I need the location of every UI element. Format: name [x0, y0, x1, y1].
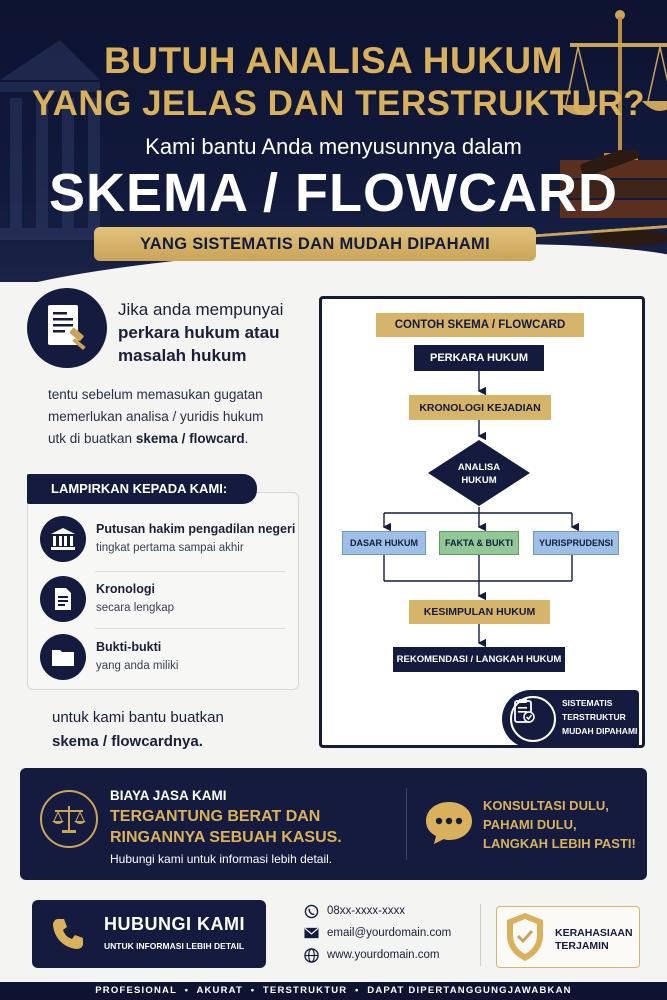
flow-node-dasar-hukum: DASAR HUKUM: [342, 531, 426, 555]
intro-title-line-3: masalah hukum: [118, 346, 247, 365]
price-banner: [20, 768, 647, 880]
flow-node-kronologi: KRONOLOGI KEJADIAN: [409, 395, 551, 420]
price-label: BIAYA JASA KAMI: [110, 788, 227, 803]
flow-node-kesimpulan: KESIMPULAN HUKUM: [409, 600, 550, 624]
globe-icon: [303, 947, 319, 963]
header-band: YANG SISTEMATIS DAN MUDAH DIPAHAMI: [94, 227, 536, 261]
outro-line-2: skema / flowcardnya.: [52, 733, 203, 750]
flow-node-perkara: PERKARA HUKUM: [414, 345, 544, 371]
headline-line-2: YANG JELAS DAN TERSTRUKTUR?: [31, 84, 646, 123]
attach-item: [40, 516, 296, 568]
flow-node-analisa-line-1: ANALISA: [457, 462, 501, 473]
attach-item-title: Bukti-bukti: [96, 640, 162, 654]
confidentiality-badge: [496, 906, 640, 968]
shield-check-icon: [503, 911, 547, 963]
flow-node-analisa: [434, 457, 524, 491]
intro-body-line-1: tentu sebelum memasukan gugatan: [48, 387, 263, 402]
contact-us-button[interactable]: [32, 900, 266, 968]
consult-line-1: KONSULTASI DULU,: [483, 798, 609, 813]
badge-line-3: MUDAH DIPAHAMI: [562, 726, 638, 736]
secure-line-1: KERAHASIAAN: [555, 927, 633, 939]
price-highlight: TERGANTUNG BERAT DAN RINGANNYA SEBUAH KASUS.: [110, 808, 342, 846]
outro-line-1: untuk kami bantu buatkan: [52, 709, 224, 726]
divider: [95, 628, 285, 629]
whatsapp-contact[interactable]: [303, 902, 405, 920]
cta-subtitle: UNTUK INFORMASI LEBIH DETAIL: [104, 941, 245, 951]
email-contact[interactable]: [303, 924, 451, 942]
consult-slogan: [483, 796, 643, 853]
intro-title-line-2: perkara hukum atau: [118, 323, 280, 342]
badge-line-2: TERSTRUKTUR: [562, 712, 626, 722]
document-icon: [40, 576, 86, 622]
phone-icon: [50, 916, 86, 952]
email-address[interactable]: email@yourdomain.com: [327, 927, 452, 939]
divider: [480, 904, 481, 966]
flow-heading: CONTOH SKEMA / FLOWCARD: [376, 313, 584, 337]
scale-icon: [40, 790, 98, 848]
folder-icon: [40, 634, 86, 680]
intro-body-line-2: memerlukan analisa / yuridis hukum: [48, 409, 264, 424]
flow-node-fakta-bukti: FAKTA & BUKTI: [439, 531, 519, 555]
attach-item-title: Kronologi: [96, 582, 156, 596]
website-contact[interactable]: [303, 946, 439, 964]
attach-item-title: Putusan hakim pengadilan negeri: [96, 522, 296, 536]
attach-item: [40, 634, 290, 686]
flow-node-analisa-line-2: HUKUM: [461, 475, 497, 486]
header-big-title: SKEMA / FLOWCARD: [49, 163, 618, 223]
envelope-icon: [303, 925, 319, 941]
flow-node-yurisprudensi: YURISPRUDENSI: [533, 531, 619, 555]
intro-body-emphasis: skema / flowcard: [135, 431, 245, 446]
price-note: Hubungi kami untuk informasi lebih detail.: [110, 852, 333, 866]
consult-line-2: PAHAMI DULU,: [483, 817, 577, 832]
badge-line-1: SISTEMATIS: [562, 698, 613, 708]
flow-badge: [502, 690, 639, 748]
phone-number[interactable]: 08xx-xxxx-xxxx: [327, 905, 405, 917]
intro-body: [48, 384, 308, 450]
consult-line-3: LANGKAH LEBIH PASTI!: [483, 836, 636, 851]
header-subtitle: Kami bantu Anda menyusunnya dalam: [145, 134, 522, 159]
flow-node-rekomendasi: REKOMENDASI / LANGKAH HUKUM: [393, 647, 565, 672]
intro-title-line-1: Jika anda mempunyai: [118, 300, 284, 319]
secure-line-2: TERJAMIN: [555, 940, 609, 952]
attach-item-sub: tingkat pertama sampai akhir: [96, 542, 244, 554]
cta-title: HUBUNGI KAMI: [104, 914, 245, 934]
attach-heading: LAMPIRKAN KEPADA KAMI:: [27, 474, 257, 504]
attach-item-sub: yang anda miliki: [96, 660, 179, 672]
outro-text: [52, 706, 312, 754]
footer-bar: PROFESIONAL • AKURAT • TERSTRUKTUR • DAPAT DIPERTANGGUNGJAWABKAN: [0, 982, 667, 1000]
clipboard-check-icon: [510, 696, 556, 742]
courthouse-icon: [40, 516, 86, 562]
chat-bubble-icon: [424, 800, 474, 846]
document-gavel-icon: [27, 288, 107, 368]
attach-item: [40, 576, 290, 628]
intro-body-line-3: utk di buatkan: [48, 431, 133, 446]
website-url[interactable]: www.yourdomain.com: [327, 949, 440, 961]
attach-item-sub: secara lengkap: [96, 602, 174, 614]
intro-body-period: .: [244, 431, 249, 446]
confidentiality-text: [555, 927, 633, 953]
divider: [95, 571, 285, 572]
whatsapp-icon: [303, 903, 319, 919]
intro-title: [118, 298, 308, 367]
headline-line-1: BUTUH ANALISA HUKUM: [104, 40, 563, 81]
divider: [406, 788, 407, 860]
flowchart-panel: [319, 296, 645, 748]
header-banner: [0, 0, 667, 282]
